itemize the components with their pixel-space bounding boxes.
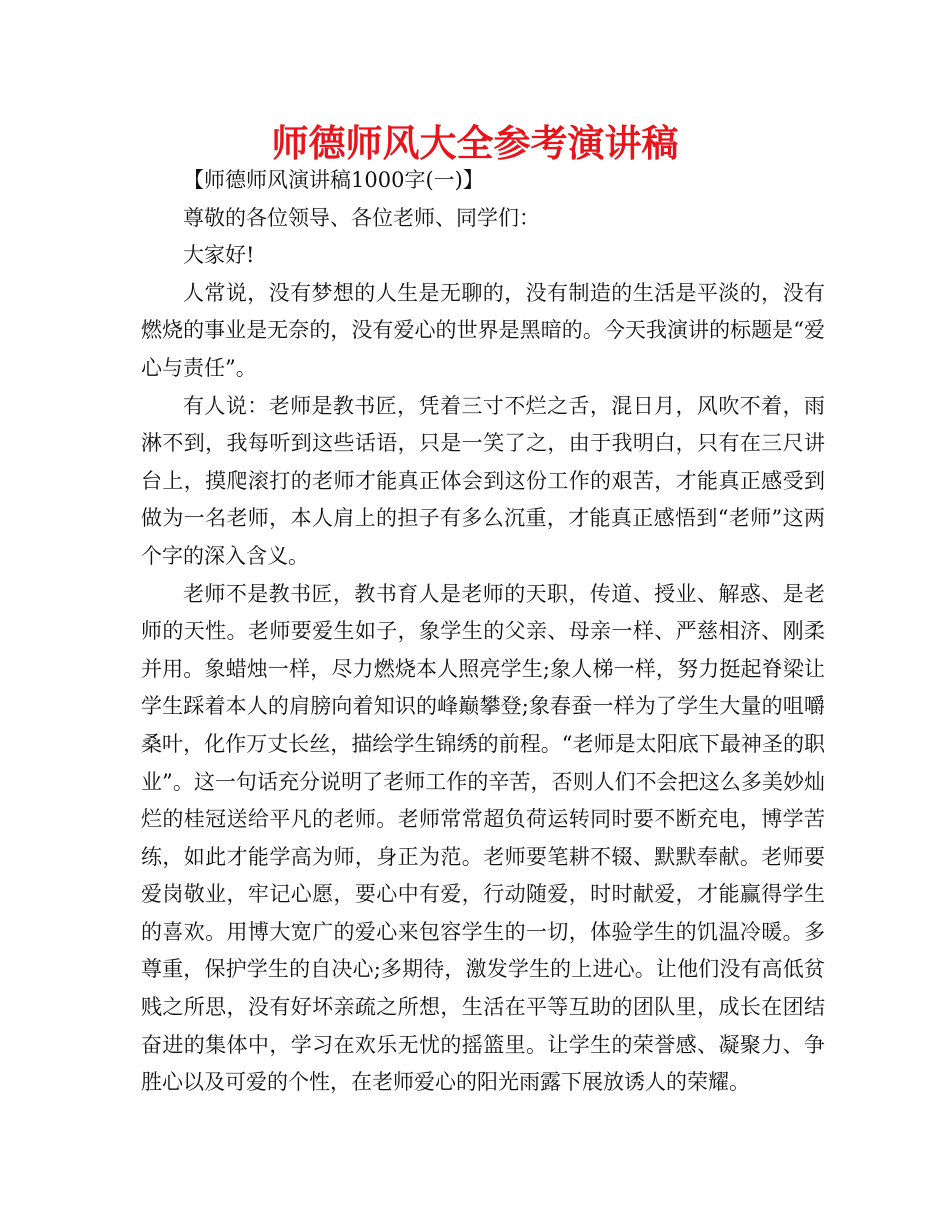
section-heading: 【师德师风演讲稿1000字(一)】 — [183, 168, 484, 192]
body-paragraph: 有人说：老师是教书匠，凭着三寸不烂之舌，混日月，风吹不着，雨淋不到，我每听到这些话语，只是一笑了之，由于我明白，只有在三尺讲台上，摸爬滚打的老师才能真正体会到这份工作的艰苦，才能真正感受到做为一名老师，本人肩上的担子有多么沉重，才能真正感悟到“老师”这两个字的深入含义。 — [141, 393, 825, 568]
greeting: 大家好! — [183, 243, 255, 268]
salutation: 尊敬的各位领导、各位老师、同学们： — [183, 205, 540, 230]
body-paragraph: 老师不是教书匠，教书育人是老师的天职，传道、授业、解惑、是老师的天性。老师要爱生如子，象学生的父亲、母亲一样、严慈相济、刚柔并用。象蜡烛一样，尽力燃烧本人照亮学生;象人梯一样，努力挺起脊梁让学生踩着本人的肩膀向着知识的峰巅攀登;象春蚕一样为了学生大量的咀嚼桑叶，化作万丈长丝，描绘学生锦绣的前程。“老师是太阳底下最神圣的职业”。这一句话充分说明了老师工作的辛苦，否则人们不会把这么多美妙灿烂的桂冠送给平凡的老师。老师常常超负荷运转同时要不断充电，博学苦练，如此才能学高为师，身正为范。老师要笔耕不辍、默默奉献。老师要爱岗敬业，牢记心愿，要心中有爱，行动随爱，时时献爱，才能赢得学生的喜欢。用博大宽广的爱心来包容学生的一切，体验学生的饥温冷暖。多尊重，保护学生的自决心;多期待，激发学生的上进心。让他们没有高低贫贱之所思，没有好坏亲疏之所想，生活在平等互助的团队里，成长在团结奋进的集体中，学习在欢乐无忧的摇篮里。让学生的荣誉感、凝聚力、争胜心以及可爱的个性，在老师爱心的阳光雨露下展放诱人的荣耀。 — [141, 581, 825, 1095]
document-title: 师德师风大全参考演讲稿 — [271, 122, 679, 165]
body-paragraph: 人常说，没有梦想的人生是无聊的，没有制造的生活是平淡的，没有燃烧的事业是无奈的，没有爱心的世界是黑暗的。今天我演讲的标题是“爱心与责任”。 — [141, 280, 825, 380]
document-body — [141, 162, 825, 1102]
